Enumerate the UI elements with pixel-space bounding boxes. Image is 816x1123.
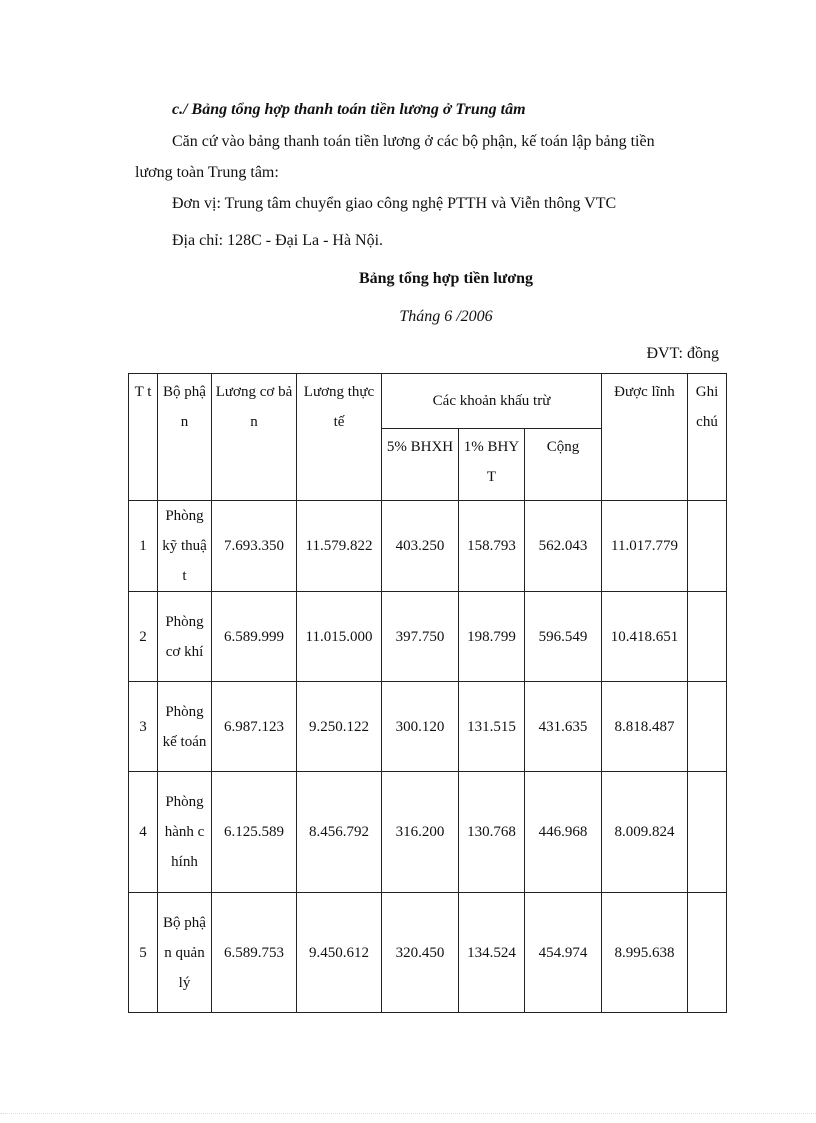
currency-unit: ĐVT: đồng <box>646 345 719 362</box>
header-received: Được lĩnh <box>602 374 688 501</box>
table-row <box>129 893 727 1013</box>
cell-bhyt: 198.799 <box>459 592 525 682</box>
header-bhyt: 1% BHYT <box>459 429 525 501</box>
header-dept: Bộ phận <box>158 374 212 501</box>
section-heading: c./ Bảng tổng hợp thanh toán tiền lương ở Trung tâm <box>172 101 526 118</box>
header-row <box>129 374 727 429</box>
cell-bhxh: 397.750 <box>382 592 459 682</box>
cell-dept: Bộ phận quản lý <box>158 893 212 1013</box>
page-bottom-divider <box>0 1113 816 1114</box>
cell-total: 562.043 <box>525 501 602 592</box>
cell-tt: 2 <box>129 592 158 682</box>
cell-total: 431.635 <box>525 682 602 772</box>
cell-total: 454.974 <box>525 893 602 1013</box>
cell-note <box>688 893 727 1013</box>
header-tt: T t <box>129 374 158 501</box>
header-deductions: Các khoản khấu trừ <box>382 374 602 429</box>
organization-unit: Đơn vị: Trung tâm chuyển giao công nghệ PTTH và Viễn thông VTC <box>172 195 617 212</box>
cell-received: 8.995.638 <box>602 893 688 1013</box>
cell-actual: 11.015.000 <box>297 592 382 682</box>
cell-actual: 11.579.822 <box>297 501 382 592</box>
cell-bhxh: 300.120 <box>382 682 459 772</box>
cell-base: 6.589.999 <box>212 592 297 682</box>
cell-tt: 5 <box>129 893 158 1013</box>
cell-note <box>688 772 727 893</box>
cell-tt: 1 <box>129 501 158 592</box>
header-actual-salary: Lương thực tế <box>297 374 382 501</box>
cell-tt: 3 <box>129 682 158 772</box>
header-note: Ghi chú <box>688 374 727 501</box>
cell-base: 6.987.123 <box>212 682 297 772</box>
cell-actual: 9.450.612 <box>297 893 382 1013</box>
cell-bhyt: 130.768 <box>459 772 525 893</box>
table-row <box>129 682 727 772</box>
cell-received: 10.418.651 <box>602 592 688 682</box>
cell-dept: Phòng hành chính <box>158 772 212 893</box>
cell-actual: 9.250.122 <box>297 682 382 772</box>
intro-paragraph-line-2: lương toàn Trung tâm: <box>135 164 279 181</box>
table-subtitle: Tháng 6 /2006 <box>399 308 493 325</box>
cell-base: 7.693.350 <box>212 501 297 592</box>
cell-note <box>688 501 727 592</box>
cell-total: 596.549 <box>525 592 602 682</box>
table-row <box>129 772 727 893</box>
cell-received: 8.818.487 <box>602 682 688 772</box>
cell-actual: 8.456.792 <box>297 772 382 893</box>
cell-total: 446.968 <box>525 772 602 893</box>
cell-bhyt: 134.524 <box>459 893 525 1013</box>
cell-note <box>688 592 727 682</box>
salary-summary-table <box>128 373 727 1013</box>
cell-note <box>688 682 727 772</box>
cell-bhyt: 158.793 <box>459 501 525 592</box>
cell-received: 11.017.779 <box>602 501 688 592</box>
cell-dept: Phòng cơ khí <box>158 592 212 682</box>
cell-bhxh: 316.200 <box>382 772 459 893</box>
cell-base: 6.125.589 <box>212 772 297 893</box>
organization-address: Địa chỉ: 128C - Đại La - Hà Nội. <box>172 232 384 249</box>
cell-base: 6.589.753 <box>212 893 297 1013</box>
intro-paragraph-line-1: Căn cứ vào bảng thanh toán tiền lương ở các bộ phận, kế toán lập bảng tiền <box>172 133 655 150</box>
cell-bhxh: 320.450 <box>382 893 459 1013</box>
table-title: Bảng tổng hợp tiền lương <box>358 270 534 287</box>
header-total: Cộng <box>525 429 602 501</box>
cell-dept: Phòng kỹ thuật <box>158 501 212 592</box>
table-row <box>129 592 727 682</box>
cell-bhyt: 131.515 <box>459 682 525 772</box>
header-bhxh: 5% BHXH <box>382 429 459 501</box>
header-base-salary: Lương cơ bản <box>212 374 297 501</box>
cell-bhxh: 403.250 <box>382 501 459 592</box>
cell-tt: 4 <box>129 772 158 893</box>
cell-dept: Phòng kế toán <box>158 682 212 772</box>
table-row <box>129 501 727 592</box>
cell-received: 8.009.824 <box>602 772 688 893</box>
